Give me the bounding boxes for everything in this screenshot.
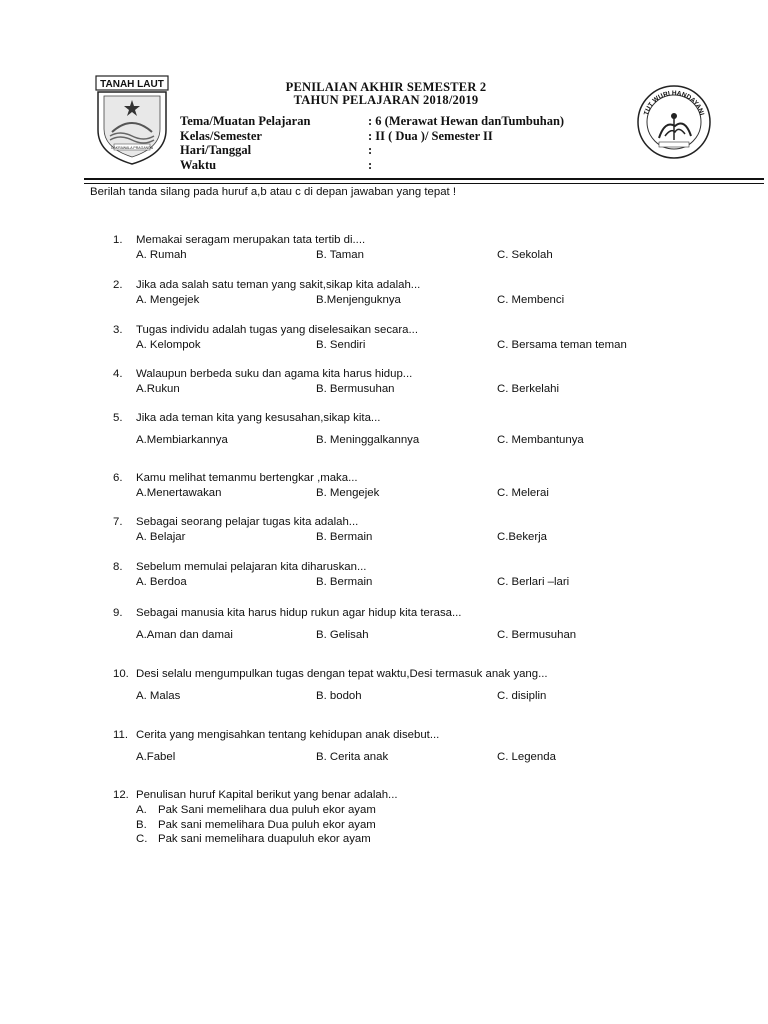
option-c[interactable]: C. Berlari –lari — [497, 576, 570, 588]
option-c[interactable]: C. disiplin — [497, 690, 547, 702]
logo-left-motto: CAKRAWALA PRAGANDA — [110, 146, 154, 150]
info-label: Tema/Muatan Pelajaran — [180, 114, 311, 128]
question-number: 1. — [113, 234, 123, 246]
header-divider-thin — [84, 183, 764, 184]
question-text: Sebelum memulai pelajaran kita diharuskan... — [136, 561, 367, 573]
question-number: 11. — [113, 729, 128, 741]
option-b[interactable]: B.Menjenguknya — [316, 294, 401, 306]
option-letter: A. — [136, 804, 147, 816]
info-value: : II ( Dua )/ Semester II — [368, 128, 493, 143]
info-value: : — [368, 143, 373, 157]
option-a[interactable]: A. Mengejek — [136, 294, 200, 306]
question-number: 2. — [113, 279, 123, 291]
option-a[interactable]: A.Menertawakan — [136, 487, 222, 499]
question-text: Walaupun berbeda suku dan agama kita harus hidup... — [136, 368, 413, 380]
tanah-laut-logo — [90, 74, 174, 166]
option-a[interactable]: A. Kelompok — [136, 339, 201, 351]
option-b[interactable]: B. Bermusuhan — [316, 383, 395, 395]
info-label: Kelas/Semester — [180, 128, 262, 143]
option-b[interactable]: B. Mengejek — [316, 487, 380, 499]
info-value: : — [368, 157, 373, 172]
question-number: 12. — [113, 789, 129, 801]
instruction-text: Berilah tanda silang pada huruf a,b atau c di depan jawaban yang tepat ! — [90, 186, 457, 198]
option-b[interactable]: B. Meninggalkannya — [316, 434, 420, 446]
option-text: Pak sani memelihara Dua puluh ekor ayam — [158, 819, 376, 831]
exam-info — [180, 114, 564, 172]
logo-right-motto: TUT WURI HANDAYANI — [642, 89, 706, 117]
option-c[interactable]: C.Bekerja — [497, 531, 548, 543]
option-b[interactable]: B. Bermain — [316, 531, 373, 543]
option-c[interactable]: C. Bermusuhan — [497, 629, 577, 641]
info-label: Waktu — [180, 157, 217, 172]
info-label: Hari/Tanggal — [180, 143, 252, 157]
question-number: 4. — [113, 368, 123, 380]
question-number: 7. — [113, 516, 123, 528]
question-number: 10. — [113, 668, 129, 680]
exam-title: PENILAIAN AKHIR SEMESTER 2 — [285, 80, 487, 94]
option-c[interactable]: C. Berkelahi — [497, 383, 560, 395]
option-b[interactable]: B. bodoh — [316, 690, 362, 702]
info-value: : 6 (Merawat Hewan danTumbuhan) — [368, 114, 565, 128]
option-a[interactable]: A.Membiarkannya — [136, 434, 228, 446]
question-text: Jika ada salah satu teman yang sakit,sikap kita adalah... — [136, 279, 421, 291]
option-c[interactable]: C. Melerai — [497, 487, 549, 499]
info-row-time — [180, 158, 564, 173]
question-text: Penulisan huruf Kapital berikut yang benar adalah... — [136, 789, 398, 801]
question-text: Kamu melihat temanmu bertengkar ,maka... — [136, 472, 358, 484]
option-letter: C. — [136, 833, 148, 845]
question-text: Memakai seragam merupakan tata tertib di.... — [136, 234, 366, 246]
info-row-subject — [180, 114, 564, 129]
option-c[interactable]: C. Bersama teman teman — [497, 339, 627, 351]
question-number: 8. — [113, 561, 123, 573]
option-c[interactable]: C. Membantunya — [497, 434, 584, 446]
option-text: Pak sani memelihara duapuluh ekor ayam — [158, 833, 371, 845]
info-row-date — [180, 143, 564, 158]
header-divider-thick — [84, 178, 764, 180]
option-a[interactable]: A.Rukun — [136, 383, 180, 395]
option-a[interactable]: A. Malas — [136, 690, 181, 702]
option-letter: B. — [136, 819, 147, 831]
question-number: 9. — [113, 607, 123, 619]
question-text: Sebagai seorang pelajar tugas kita adalah... — [136, 516, 359, 528]
option-b[interactable]: B. Sendiri — [316, 339, 366, 351]
question-text: Sebagai manusia kita harus hidup rukun agar hidup kita terasa... — [136, 607, 462, 619]
question-text: Cerita yang mengisahkan tentang kehidupan anak disebut... — [136, 729, 440, 741]
option-a[interactable]: A. Berdoa — [136, 576, 187, 588]
option-b[interactable]: B. Cerita anak — [316, 751, 389, 763]
question-number: 5. — [113, 412, 123, 424]
info-row-class — [180, 129, 564, 144]
option-a[interactable]: A.Fabel — [136, 751, 176, 763]
question-number: 3. — [113, 324, 123, 336]
option-b[interactable]: B. Gelisah — [316, 629, 369, 641]
option-b[interactable]: B. Taman — [316, 249, 364, 261]
option-a[interactable]: A.Aman dan damai — [136, 629, 233, 641]
logo-left-title: TANAH LAUT — [100, 79, 164, 90]
option-text: Pak Sani memelihara dua puluh ekor ayam — [158, 804, 376, 816]
academic-year: TAHUN PELAJARAN 2018/2019 — [293, 93, 479, 107]
option-b[interactable]: B. Bermain — [316, 576, 373, 588]
tut-wuri-handayani-logo — [635, 82, 713, 162]
option-c[interactable]: C. Membenci — [497, 294, 565, 306]
option-a[interactable]: A. Belajar — [136, 531, 186, 543]
question-text: Desi selalu mengumpulkan tugas dengan tepat waktu,Desi termasuk anak yang... — [136, 668, 548, 680]
option-c[interactable]: C. Legenda — [497, 751, 556, 763]
question-text: Tugas individu adalah tugas yang diselesaikan secara... — [136, 324, 418, 336]
option-a[interactable]: A. Rumah — [136, 249, 187, 261]
question-text: Jika ada teman kita yang kesusahan,sikap kita... — [136, 412, 381, 424]
question-number: 6. — [113, 472, 123, 484]
option-c[interactable]: C. Sekolah — [497, 249, 553, 261]
